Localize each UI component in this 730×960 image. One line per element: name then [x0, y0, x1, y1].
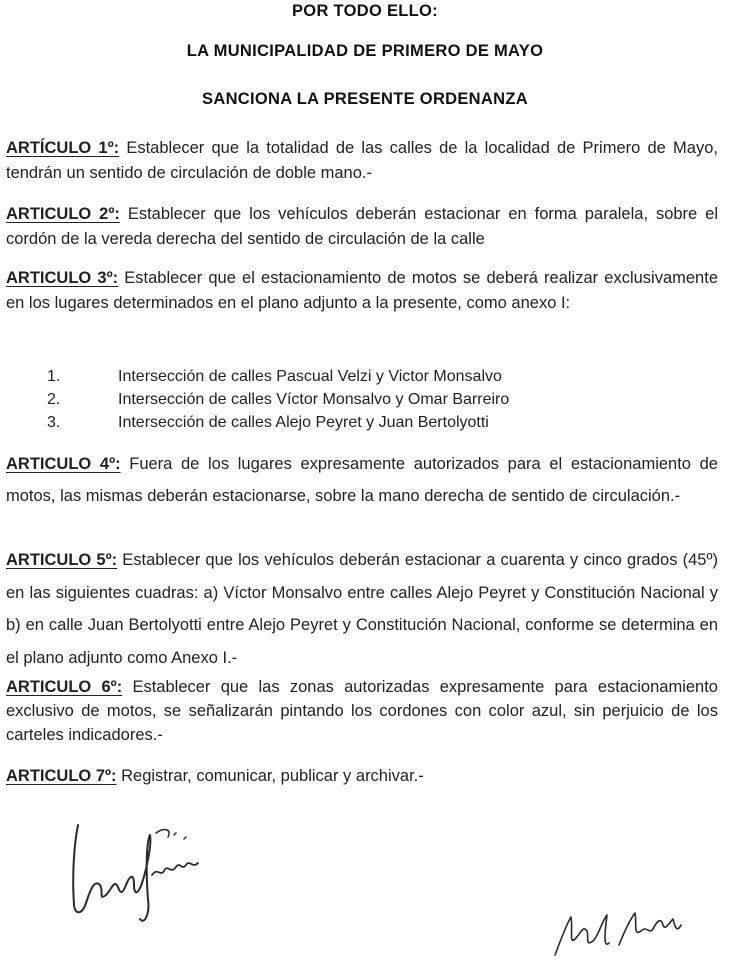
article-1-text: Establecer que la totalidad de las calles de la localidad de Primero de Mayo, tendrán un sentido de circulación de doble mano.-: [6, 139, 718, 182]
intersection-text: Intersección de calles Pascual Velzi y Victor Monsalvo: [118, 368, 502, 385]
header-line-2: LA MUNICIPALIDAD DE PRIMERO DE MAYO: [186, 42, 544, 60]
signature-right: [545, 905, 695, 960]
article-7-text: Registrar, comunicar, publicar y archivar.-: [121, 767, 424, 785]
article-2-label: ARTICULO 2º:: [6, 205, 120, 223]
article-3-text: Establecer que el estacionamiento de motos se deberá realizar exclusivamente en los lugares determinados en el plano adjunto a la presente, como anexo I:: [6, 269, 718, 312]
article-4-text: Fuera de los lugares expresamente autorizados para el estacionamiento de motos, las mismas deberán estacionarse, sobre la mano derecha de sentido de circulación.-: [6, 455, 718, 505]
intersection-number: 3.: [47, 414, 61, 431]
article-5-text: Establecer que los vehículos deberán estacionar a cuarenta y cinco grados (45º) en las siguientes cuadras: a) Víctor Monsalvo entre calles Alejo Peyret y Constitución Nacional y b) en calle Juan Bertolyotti entre Alejo Peyret y Constitución Nacional, conforme se determina en el plano adjunto como Anexo I.-: [6, 551, 718, 667]
article-6-text: Establecer que las zonas autorizadas expresamente para estacionamiento exclusivo de motos, se señalizarán pintando los cordones con color azul, sin perjuicio de los carteles indicadores.-: [6, 678, 718, 744]
article-3-label: ARTICULO 3º:: [6, 269, 119, 287]
intersection-number: 2.: [47, 391, 61, 408]
article-7: [6, 764, 718, 789]
article-2: [6, 202, 718, 251]
intersection-text: Intersección de calles Víctor Monsalvo y Omar Barreiro: [118, 391, 510, 408]
article-4-label: ARTICULO 4º:: [6, 455, 121, 473]
article-5: [6, 544, 718, 674]
article-3: [6, 266, 718, 315]
article-1-label: ARTÍCULO 1º:: [6, 139, 120, 157]
intersection-number: 1.: [47, 368, 61, 385]
signature-left: [60, 815, 210, 930]
intersection-text: Intersección de calles Alejo Peyret y Juan Bertolyotti: [118, 414, 489, 431]
article-6: [6, 675, 718, 747]
article-1: [6, 136, 718, 185]
article-5-label: ARTICULO 5º:: [6, 551, 118, 569]
header-line-3: SANCIONA LA PRESENTE ORDENANZA: [202, 90, 528, 108]
header-line-1: POR TODO ELLO:: [292, 2, 438, 20]
article-2-text: Establecer que los vehículos deberán estacionar en forma paralela, sobre el cordón de la vereda derecha del sentido de circulación de la calle: [6, 205, 718, 248]
article-4: [6, 448, 718, 512]
article-6-label: ARTICULO 6º:: [6, 678, 123, 696]
article-7-label: ARTICULO 7º:: [6, 767, 117, 785]
